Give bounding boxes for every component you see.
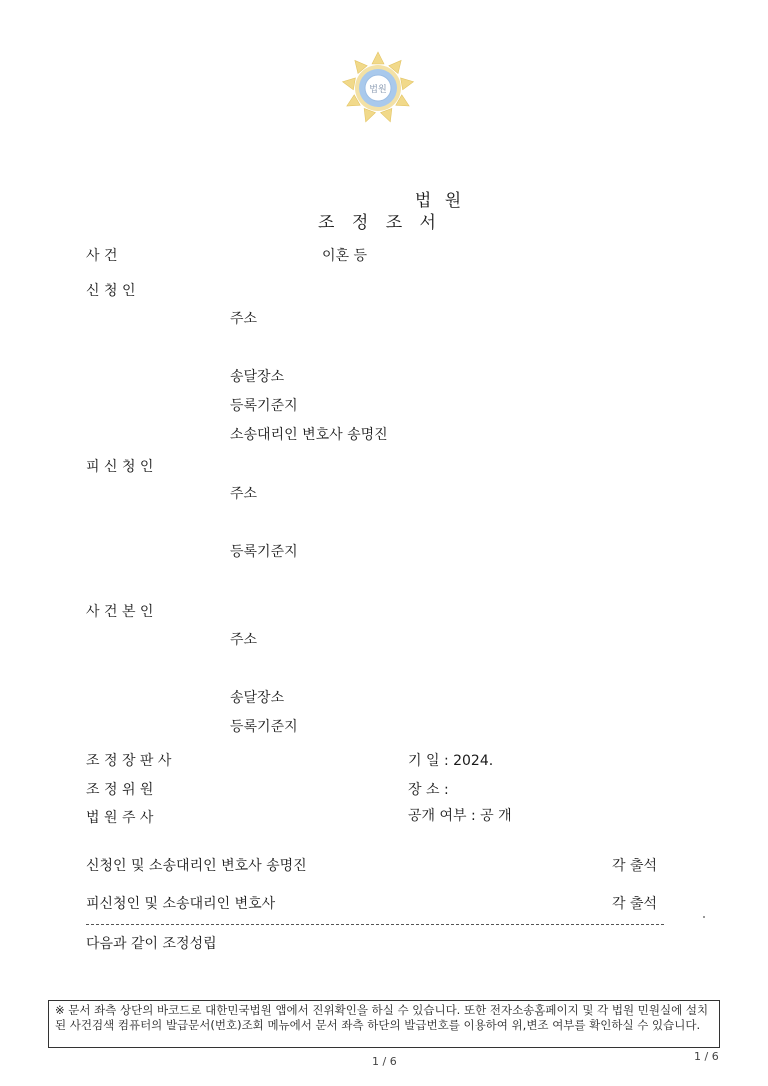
document-title: 조 정 조 서 (318, 213, 442, 233)
principal-address-label: 주소 (230, 632, 258, 648)
case-label: 사 건 (86, 248, 118, 264)
attendance-applicant: 신청인 및 소송대리인 변호사 송명진 (86, 858, 307, 874)
respondent-label: 피 신 청 인 (86, 459, 154, 475)
court-seal-icon (340, 50, 416, 126)
applicant-label: 신 청 인 (86, 283, 136, 299)
result-text: 다음과 같이 조정성립 (86, 936, 217, 952)
applicant-registry-label: 등록기준지 (230, 398, 298, 414)
principal-delivery-label: 송달장소 (230, 690, 285, 706)
attendance-respondent-status: 각 출석 (612, 896, 658, 912)
scan-speck (703, 916, 705, 918)
case-value: 이혼 등 (322, 248, 368, 264)
applicant-attorney: 소송대리인 변호사 송명진 (230, 427, 388, 443)
respondent-address-label: 주소 (230, 486, 258, 502)
applicant-delivery-label: 송달장소 (230, 369, 285, 385)
applicant-address-label: 주소 (230, 311, 258, 327)
session-public: 공개 여부 : 공 개 (408, 808, 512, 824)
seal-text: 법원 (369, 85, 387, 95)
principal-label: 사 건 본 인 (86, 604, 154, 620)
divider (86, 924, 664, 925)
respondent-registry-label: 등록기준지 (230, 544, 298, 560)
page-number: 1 / 6 (372, 1055, 397, 1068)
attendance-applicant-status: 각 출석 (612, 858, 658, 874)
principal-registry-label: 등록기준지 (230, 719, 298, 735)
attendance-respondent: 피신청인 및 소송대리인 변호사 (86, 896, 276, 912)
judge-label: 조 정 장 판 사 (86, 753, 172, 769)
session-date: 기 일 : 2024. (408, 753, 494, 769)
session-place: 장 소 : (408, 782, 449, 798)
page-number-corner: 1 / 6 (694, 1050, 719, 1063)
footer-notice: ※ 문서 좌측 상단의 바코드로 대한민국법원 앱에서 진위확인을 하실 수 있습니다. 또한 전자소송홈페이지 및 각 법원 민원실에 설치된 사건검색 컴퓨터의 발급문서(번호)조회 메뉴에서 문서 좌측 하단의 발급번호를 이용하여 위,변조 여부를 확인하실 수 있습니다. (48, 1000, 720, 1048)
member-label: 조 정 위 원 (86, 782, 154, 798)
clerk-label: 법 원 주 사 (86, 810, 154, 826)
court-name: 법 원 (414, 191, 466, 211)
